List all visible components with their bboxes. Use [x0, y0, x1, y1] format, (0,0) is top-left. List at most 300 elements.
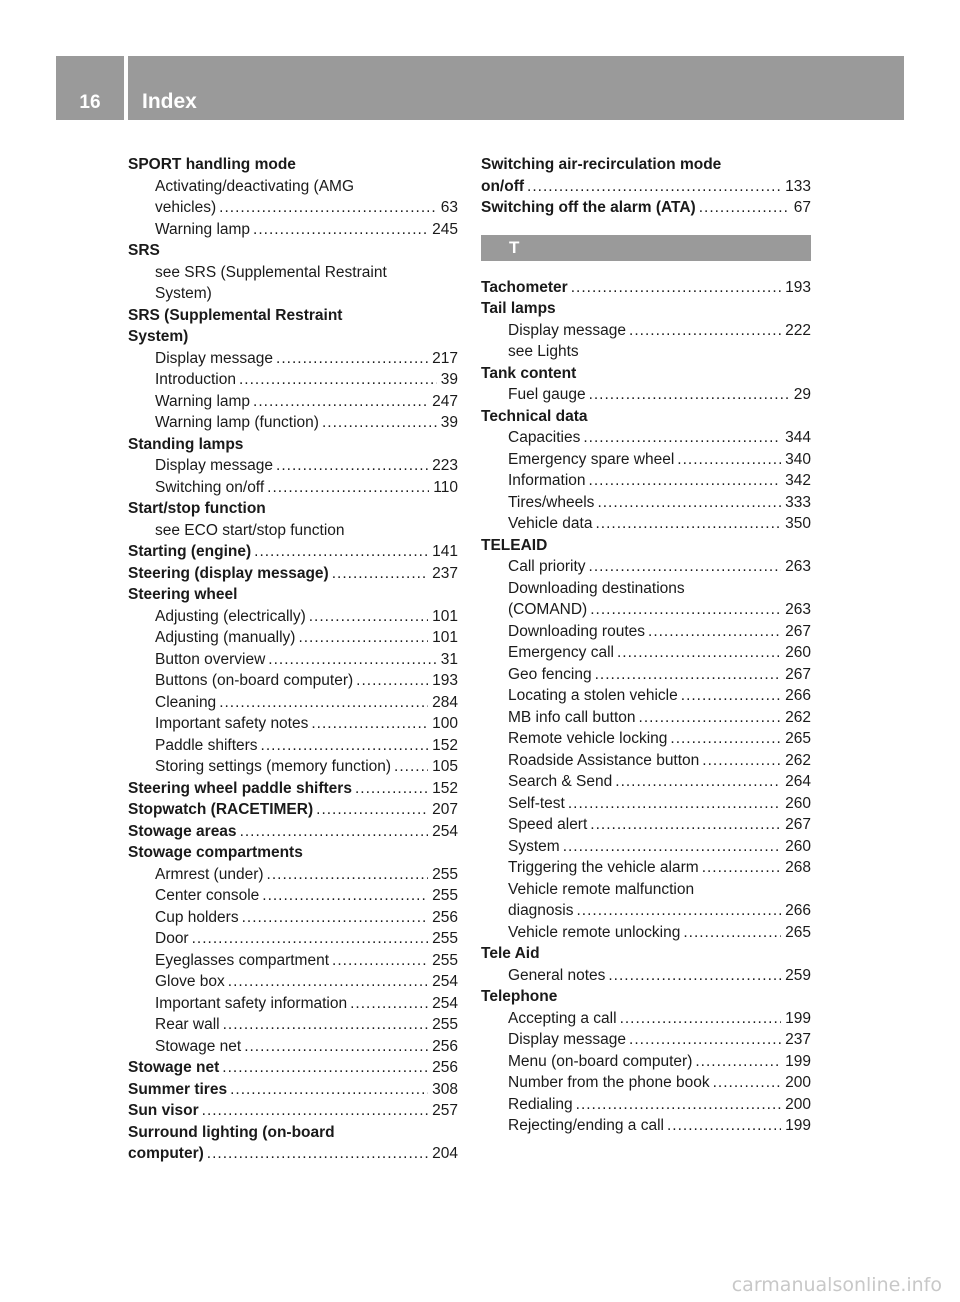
index-entry — [128, 240, 458, 262]
index-entry — [481, 363, 811, 385]
index-subentry — [481, 427, 811, 449]
entry-text: Number from the phone book — [508, 1074, 710, 1091]
entry-text: System — [508, 837, 560, 855]
leader-dots — [230, 1079, 428, 1101]
entry-text: Rear wall — [155, 1016, 220, 1033]
page-reference[interactable]: 262 — [785, 708, 811, 726]
entry-text: Tank content — [481, 364, 577, 382]
section-letter-heading: T — [481, 235, 811, 261]
leader-dots — [615, 771, 781, 793]
leader-dots — [254, 541, 428, 563]
index-subentry — [128, 197, 458, 219]
index-column-right — [481, 154, 811, 1137]
index-subentry — [128, 950, 458, 972]
index-subentry — [128, 348, 458, 370]
entry-text: Switching on/off — [155, 478, 265, 496]
entry-text: diagnosis — [508, 902, 574, 919]
entry-text: Storing settings (memory function) — [155, 758, 392, 775]
entry-text: Switching off the alarm (ATA) — [481, 199, 696, 216]
index-entry — [128, 1057, 458, 1079]
leader-dots — [571, 277, 781, 299]
index-entry — [481, 154, 811, 176]
page-reference[interactable]: 264 — [785, 773, 811, 790]
leader-dots — [595, 664, 782, 686]
entry-text: Rejecting/ending a call — [508, 1117, 664, 1134]
page-reference[interactable]: 110 — [433, 478, 458, 496]
page-reference[interactable]: 101 — [432, 607, 458, 625]
entry-text: General notes — [508, 966, 606, 984]
entry-text: Menu (on-board computer) — [508, 1052, 693, 1070]
entry-text: Activating/deactivating (AMG — [155, 177, 355, 195]
page-reference[interactable]: 266 — [785, 687, 811, 704]
page-reference[interactable]: 222 — [785, 321, 811, 339]
leader-dots — [589, 384, 790, 406]
entry-text: TELEAID — [481, 536, 548, 554]
page-reference[interactable]: 340 — [785, 450, 811, 468]
entry-text: SPORT handling mode — [128, 156, 296, 173]
page-reference[interactable]: 257 — [432, 1102, 458, 1119]
leader-dots — [311, 713, 428, 735]
entry-text: Locating a stolen vehicle — [508, 687, 678, 704]
entry-text: Display message — [508, 321, 627, 339]
index-subentry — [128, 713, 458, 735]
entry-text: Tail lamps — [481, 300, 556, 317]
entry-text: Important safety information — [155, 994, 348, 1012]
leader-dots — [350, 993, 428, 1015]
page-reference[interactable]: 199 — [785, 1117, 811, 1134]
leader-dots — [681, 685, 781, 707]
entry-text: Call priority — [508, 558, 586, 575]
leader-dots — [576, 1094, 781, 1116]
index-entry — [128, 541, 458, 563]
page-reference[interactable]: 263 — [785, 558, 811, 575]
entry-text: Eyeglasses compartment — [155, 951, 330, 969]
entry-text: Fuel gauge — [508, 386, 586, 403]
entry-text: Warning lamp — [155, 392, 251, 410]
page-reference[interactable]: 255 — [432, 865, 458, 883]
index-subentry — [481, 1029, 811, 1051]
index-subentry — [481, 728, 811, 750]
entry-text: Summer tires — [128, 1080, 228, 1098]
entry-text: SRS (Supplemental Restraint — [128, 306, 343, 324]
leader-dots — [695, 1051, 781, 1073]
entry-text: (COMAND) — [508, 601, 588, 618]
entry-text: Vehicle remote malfunction — [508, 880, 695, 898]
leader-dots — [219, 692, 428, 714]
leader-dots — [298, 627, 428, 649]
entry-text: Telephone — [481, 988, 558, 1005]
entry-text: MB info call button — [508, 708, 636, 726]
index-subentry — [481, 384, 811, 406]
leader-dots — [629, 320, 781, 342]
entry-text: Tachometer — [481, 278, 568, 296]
entry-text: Steering wheel — [128, 586, 238, 603]
index-subentry — [481, 492, 811, 514]
entry-text: Speed alert — [508, 816, 588, 833]
leader-dots — [355, 778, 428, 800]
entry-text: SRS — [128, 242, 160, 259]
leader-dots — [253, 391, 428, 413]
leader-dots — [332, 563, 428, 585]
entry-text: Self-test — [508, 794, 565, 812]
entry-text: vehicles) — [155, 199, 217, 216]
entry-text: Buttons (on-board computer) — [155, 672, 354, 689]
header-divider — [124, 56, 128, 120]
entry-text: Search & Send — [508, 773, 613, 790]
leader-dots — [223, 1014, 429, 1036]
index-subentry — [128, 477, 458, 499]
index-entry — [128, 842, 458, 864]
index-entry — [481, 406, 811, 428]
page-reference[interactable]: 254 — [432, 973, 458, 990]
page-reference[interactable]: 265 — [785, 923, 811, 941]
index-entry — [481, 535, 811, 557]
page-reference[interactable]: 342 — [785, 472, 811, 489]
index-subentry — [481, 578, 811, 600]
leader-dots — [309, 606, 428, 628]
page-reference[interactable]: 333 — [785, 493, 811, 511]
page-reference[interactable]: 255 — [432, 887, 458, 904]
entry-text: Standing lamps — [128, 435, 244, 453]
index-subentry — [481, 664, 811, 686]
page-reference[interactable]: 284 — [432, 693, 458, 711]
index-subentry — [481, 793, 811, 815]
index-entry — [128, 1143, 458, 1165]
page-reference[interactable]: 255 — [432, 930, 458, 947]
page-reference[interactable]: 256 — [432, 1037, 458, 1055]
leader-dots — [648, 621, 781, 643]
index-entry — [481, 943, 811, 965]
index-subentry — [128, 735, 458, 757]
page-reference[interactable]: 267 — [785, 665, 811, 683]
index-column-left — [128, 154, 458, 1165]
leader-dots — [242, 907, 429, 929]
leader-dots — [639, 707, 782, 729]
page-reference[interactable]: 263 — [785, 601, 811, 618]
leader-dots — [192, 928, 429, 950]
index-entry — [481, 986, 811, 1008]
leader-dots — [268, 649, 436, 671]
leader-dots — [322, 412, 437, 434]
entry-text: Introduction — [155, 371, 236, 388]
entry-text: Geo fencing — [508, 665, 592, 683]
index-subentry — [128, 391, 458, 413]
entry-text: Roadside Assistance button — [508, 751, 700, 769]
leader-dots — [527, 176, 781, 198]
index-subentry — [481, 513, 811, 535]
leader-dots — [262, 885, 428, 907]
page-reference[interactable]: 308 — [432, 1080, 458, 1098]
index-subentry — [128, 369, 458, 391]
index-subentry — [481, 449, 811, 471]
leader-dots — [589, 470, 782, 492]
page-reference[interactable]: 344 — [785, 429, 811, 446]
entry-text: Stowage compartments — [128, 844, 303, 861]
index-subentry — [481, 470, 811, 492]
page-number-text: 16 — [79, 92, 101, 113]
page-reference[interactable]: 152 — [432, 736, 458, 754]
page-reference[interactable]: 256 — [432, 908, 458, 926]
entry-text: Remote vehicle locking — [508, 730, 668, 747]
entry-text: Paddle shifters — [155, 736, 258, 754]
leader-dots — [677, 449, 781, 471]
page-reference[interactable]: 267 — [785, 622, 811, 640]
leader-dots — [276, 455, 428, 477]
page-reference[interactable]: 256 — [432, 1059, 458, 1076]
entry-text: Tele Aid — [481, 945, 540, 962]
index-entry — [481, 176, 811, 198]
index-subentry — [128, 606, 458, 628]
entry-text: Redialing — [508, 1095, 573, 1113]
entry-text: Important safety notes — [155, 715, 309, 732]
index-entry — [128, 563, 458, 585]
leader-dots — [240, 821, 429, 843]
page-reference[interactable]: 259 — [785, 966, 811, 984]
entry-text: Downloading destinations — [508, 579, 685, 597]
index-entry — [128, 821, 458, 843]
entry-text: Steering wheel paddle shifters — [128, 779, 352, 797]
page-reference[interactable]: 29 — [793, 386, 811, 403]
index-subentry — [481, 707, 811, 729]
leader-dots — [670, 728, 781, 750]
entry-text: Emergency spare wheel — [508, 450, 675, 468]
index-subentry — [128, 993, 458, 1015]
leader-dots — [589, 556, 782, 578]
index-subentry — [481, 771, 811, 793]
entry-text: Glove box — [155, 973, 225, 990]
index-subentry — [481, 814, 811, 836]
page-reference[interactable]: 100 — [432, 715, 458, 732]
page-reference[interactable]: 193 — [432, 672, 458, 689]
entry-text: Display message — [508, 1031, 627, 1048]
index-entry — [128, 434, 458, 456]
leader-dots — [577, 900, 782, 922]
index-subentry — [481, 1115, 811, 1137]
page-reference[interactable]: 31 — [440, 650, 458, 668]
page-reference[interactable]: 63 — [440, 199, 458, 216]
index-entry — [128, 799, 458, 821]
entry-text: Vehicle data — [508, 515, 593, 532]
index-subentry — [481, 1094, 811, 1116]
leader-dots — [702, 857, 781, 879]
entry-text: Capacities — [508, 429, 581, 446]
index-subentry — [481, 1008, 811, 1030]
index-subentry — [128, 864, 458, 886]
leader-dots — [620, 1008, 782, 1030]
page-reference[interactable]: 152 — [432, 779, 458, 797]
index-group-t — [481, 277, 811, 1137]
entry-text: Downloading routes — [508, 622, 646, 640]
page-reference[interactable]: 67 — [793, 199, 811, 216]
entry-text: Stowage areas — [128, 822, 237, 840]
leader-dots — [267, 864, 429, 886]
index-subentry — [128, 627, 458, 649]
page-reference[interactable]: 39 — [440, 371, 458, 388]
index-subentry — [481, 965, 811, 987]
index-subentry — [128, 971, 458, 993]
leader-dots — [332, 950, 428, 972]
entry-text: Armrest (under) — [155, 865, 264, 883]
index-subentry — [128, 885, 458, 907]
leader-dots — [667, 1115, 781, 1137]
page-reference[interactable]: 217 — [432, 349, 458, 367]
entry-text: Display message — [155, 457, 274, 474]
entry-text: Emergency call — [508, 644, 614, 661]
entry-text: Door — [155, 930, 189, 947]
leader-dots — [228, 971, 428, 993]
leader-dots — [597, 492, 781, 514]
index-subentry — [481, 922, 811, 944]
index-subentry — [128, 670, 458, 692]
page-reference[interactable]: 260 — [785, 644, 811, 661]
entry-text: Surround lighting (on-board — [128, 1123, 335, 1141]
page-reference[interactable]: 204 — [432, 1145, 458, 1162]
page-reference[interactable]: 200 — [785, 1095, 811, 1113]
page-reference[interactable]: 237 — [785, 1031, 811, 1048]
index-entry — [128, 1079, 458, 1101]
page-header — [56, 56, 904, 120]
leader-dots — [617, 642, 781, 664]
entry-text: Adjusting (electrically) — [155, 607, 306, 625]
page-reference[interactable]: 200 — [785, 1074, 811, 1091]
entry-text: on/off — [481, 177, 525, 195]
leader-dots — [244, 1036, 428, 1058]
page-reference[interactable]: 199 — [785, 1009, 811, 1027]
index-subentry — [481, 556, 811, 578]
index-subentry — [128, 692, 458, 714]
entry-text: Start/stop function — [128, 500, 266, 517]
index-subentry — [128, 412, 458, 434]
page-reference[interactable]: 255 — [432, 951, 458, 969]
entry-text: Sun visor — [128, 1102, 199, 1119]
leader-dots — [563, 836, 781, 858]
entry-text: Information — [508, 472, 586, 489]
leader-dots — [261, 735, 429, 757]
leader-dots — [253, 219, 428, 241]
page-reference[interactable]: 266 — [785, 902, 811, 919]
index-entry — [481, 197, 811, 219]
page-reference[interactable]: 245 — [432, 220, 458, 238]
page-reference[interactable]: 133 — [785, 177, 811, 195]
leader-dots — [356, 670, 428, 692]
index-subentry — [481, 857, 811, 879]
index-subentry — [128, 1014, 458, 1036]
leader-dots — [316, 799, 428, 821]
index-entry — [128, 305, 458, 327]
leader-dots — [267, 477, 429, 499]
entry-text: see ECO start/stop function — [155, 521, 345, 539]
index-subentry — [128, 262, 458, 284]
index-group-s-continued — [481, 154, 811, 219]
page-reference[interactable]: 141 — [432, 543, 458, 560]
index-entry — [128, 326, 458, 348]
index-subentry — [481, 1072, 811, 1094]
leader-dots — [629, 1029, 781, 1051]
page-reference[interactable]: 193 — [785, 278, 811, 296]
page-reference[interactable]: 267 — [785, 816, 811, 833]
page-reference[interactable]: 268 — [785, 859, 811, 876]
leader-dots — [590, 814, 781, 836]
entry-text: Button overview — [155, 650, 266, 668]
leader-dots — [394, 756, 428, 778]
entry-text: Warning lamp — [155, 220, 251, 238]
index-subentry — [128, 455, 458, 477]
index-subentry — [128, 520, 458, 542]
index-subentry — [481, 685, 811, 707]
entry-text: Warning lamp (function) — [155, 414, 319, 431]
entry-text: Stopwatch (RACETIMER) — [128, 801, 314, 818]
page-reference[interactable]: 207 — [432, 801, 458, 818]
index-subentry — [128, 219, 458, 241]
entry-text: Display message — [155, 349, 274, 367]
page-reference[interactable]: 39 — [440, 414, 458, 431]
index-subentry — [481, 621, 811, 643]
leader-dots — [683, 922, 781, 944]
entry-text: see SRS (Supplemental Restraint — [155, 263, 387, 281]
entry-text: System) — [128, 328, 189, 345]
page-reference[interactable]: 255 — [432, 1016, 458, 1033]
page-reference[interactable]: 254 — [432, 822, 458, 840]
index-subentry — [481, 341, 811, 363]
leader-dots — [239, 369, 437, 391]
index-subentry — [128, 649, 458, 671]
entry-text: Center console — [155, 887, 260, 904]
page-reference[interactable]: 350 — [785, 515, 811, 532]
page-reference[interactable]: 262 — [785, 751, 811, 769]
entry-text: Accepting a call — [508, 1009, 617, 1027]
page-reference[interactable]: 260 — [785, 794, 811, 812]
index-entry — [481, 298, 811, 320]
page-reference[interactable]: 247 — [432, 392, 458, 410]
page-reference[interactable]: 223 — [432, 457, 458, 474]
index-entry — [128, 154, 458, 176]
index-subentry — [128, 907, 458, 929]
leader-dots — [583, 427, 781, 449]
index-entry — [128, 1122, 458, 1144]
entry-text: Triggering the vehicle alarm — [508, 859, 699, 876]
index-entry — [481, 277, 811, 299]
leader-dots — [590, 599, 781, 621]
page-reference[interactable]: 265 — [785, 730, 811, 747]
index-entry — [128, 778, 458, 800]
entry-text: Cleaning — [155, 693, 217, 711]
entry-text: Cup holders — [155, 908, 239, 926]
page-title: Index — [142, 90, 197, 113]
entry-text: System) — [155, 285, 212, 302]
index-subentry — [481, 900, 811, 922]
page-reference[interactable]: 105 — [432, 758, 458, 775]
page-reference[interactable]: 254 — [432, 994, 458, 1012]
index-subentry — [481, 642, 811, 664]
leader-dots — [713, 1072, 782, 1094]
entry-text: Switching air-recirculation mode — [481, 156, 722, 173]
index-subentry — [481, 320, 811, 342]
page-reference[interactable]: 260 — [785, 837, 811, 855]
page-number — [56, 56, 124, 120]
index-subentry — [481, 1051, 811, 1073]
index-subentry — [128, 176, 458, 198]
leader-dots — [568, 793, 781, 815]
page-reference[interactable]: 101 — [432, 629, 458, 646]
page-reference[interactable]: 237 — [432, 564, 458, 582]
entry-text: Starting (engine) — [128, 543, 252, 560]
index-subentry — [481, 879, 811, 901]
page-reference[interactable]: 199 — [785, 1052, 811, 1070]
index-entry — [128, 584, 458, 606]
index-subentry — [481, 836, 811, 858]
index-subentry — [128, 928, 458, 950]
leader-dots — [222, 1057, 428, 1079]
